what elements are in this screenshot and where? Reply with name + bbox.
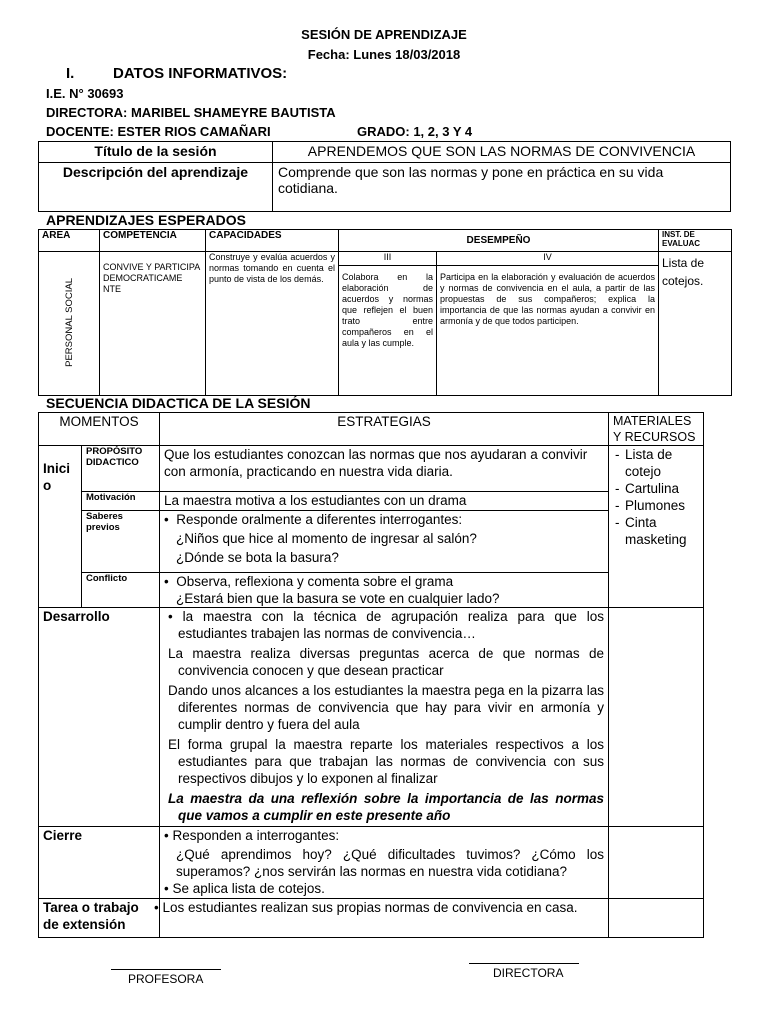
- secuencia-heading: SECUENCIA DIDACTICA DE LA SESIÓN: [46, 395, 311, 411]
- motivacion-label: Motivación: [82, 492, 160, 511]
- desarrollo-p4: El forma grupal la maestra reparte los materiales respectivos a los estudiantes para que trabajan las normas de convivencia con sus respectivos dibujos y lo exponen al finalizar: [168, 737, 605, 786]
- col-materiales: MATERIALES Y RECURSOS: [609, 413, 704, 446]
- conflicto-label: Conflicto: [82, 573, 160, 608]
- col-estrategias: ESTRATEGIAS: [160, 413, 609, 446]
- conflicto-bullet: • Observa, reflexiona y comenta sobre el grama: [164, 574, 454, 589]
- aprendizajes-heading: APRENDIZAJES ESPERADOS: [46, 212, 246, 228]
- proposito-label: PROPÓSITO DIDACTICO: [82, 446, 160, 492]
- proposito-text: Que los estudiantes conozcan las normas que nos ayudaran a convivir con armonía, practicando en nuestra vida diaria.: [160, 446, 609, 492]
- col-competencia: COMPETENCIA: [100, 230, 206, 252]
- directora-label: DIRECTORA: [493, 966, 564, 980]
- cierre-b2: • Se aplica lista de cotejos.: [164, 881, 325, 896]
- profesora-label: PROFESORA: [128, 972, 204, 986]
- area-text: PERSONAL SOCIAL: [63, 277, 75, 367]
- saberes-cell: [160, 511, 609, 573]
- directora-signature-line: [469, 963, 579, 964]
- tarea-materiales-empty: [609, 899, 704, 938]
- capacidades-cell: Construye y evalúa acuerdos y normas tomando en cuenta el punto de vista de los demás.: [206, 252, 339, 396]
- cierre-b1: • Responden a interrogantes:: [164, 828, 340, 843]
- docente-line: DOCENTE: ESTER RIOS CAMAÑARI: [46, 124, 271, 139]
- desarrollo-p3: Dando unos alcances a los estudiantes la maestra pega en la pizarra las diferentes normas de convivencia que hay para vivir en armonía y cumplir dentro y fuera del aula: [168, 683, 605, 732]
- saberes-bullet: • Responde oralmente a diferentes interrogantes:: [164, 512, 463, 527]
- materiales-cell: [609, 446, 704, 608]
- session-title-value: APRENDEMOS QUE SON LAS NORMAS DE CONVIVENCIA: [273, 142, 731, 163]
- desempeno-iii-cell: Colabora en la elaboración de acuerdos y normas que reflejen el buen trato entre compañeros en el aula y las cumple.: [339, 266, 437, 396]
- tarea-label: Tarea o trabajo de extensión: [39, 899, 160, 938]
- desempeno-iv-cell: Participa en la elaboración y evaluación de acuerdos y normas de convivencia en el aula, a partir de las propuestas de sus compañeros; explica la importancia de que las normas ayudan a convivir en armonía y de que todos participen.: [437, 266, 659, 396]
- desarrollo-materiales-empty: [609, 608, 704, 827]
- doc-date: Fecha: Lunes 18/03/2018: [307, 47, 461, 62]
- area-cell: [39, 252, 100, 396]
- materiales-list: [613, 446, 699, 548]
- col-desempeno: DESEMPEÑO: [339, 230, 659, 252]
- session-desc-label: Descripción del aprendizaje: [39, 163, 273, 212]
- section-title: DATOS INFORMATIVOS:: [113, 65, 288, 82]
- desarrollo-p2: La maestra realiza diversas preguntas acerca de que normas de convivencia conocen y que desean practicar: [168, 646, 605, 678]
- desarrollo-p5: La maestra da una reflexión sobre la importancia de las normas que vamos a cumplir en este presente año: [168, 791, 605, 823]
- ie-number: I.E. N° 30693: [46, 86, 124, 101]
- cierre-materiales-empty: [609, 827, 704, 899]
- grado-line: GRADO: 1, 2, 3 Y 4: [357, 124, 473, 139]
- cierre-cell: [160, 827, 609, 899]
- material-item: - Plumones: [625, 497, 699, 514]
- conflicto-cell: [160, 573, 609, 608]
- saberes-q2: ¿Dónde se bota la basura?: [176, 550, 339, 565]
- col-capacidades: CAPACIDADES: [206, 230, 339, 252]
- session-desc-value: Comprende que son las normas y pone en práctica en su vida cotidiana.: [273, 163, 731, 212]
- motivacion-text: La maestra motiva a los estudiantes con un drama: [160, 492, 609, 511]
- competencia-cell: CONVIVE Y PARTICIPA DEMOCRATICAME NTE: [100, 252, 206, 396]
- session-title-label: Título de la sesión: [39, 142, 273, 163]
- aprendizajes-table: [38, 229, 732, 396]
- material-item: - Cartulina: [625, 480, 699, 497]
- col-area: AREA: [39, 230, 100, 252]
- material-item: - Cinta masketing: [625, 514, 699, 548]
- secuencia-table: [38, 412, 704, 938]
- profesora-signature-line: [111, 969, 221, 970]
- inst-cell: Lista de cotejos.: [659, 252, 732, 396]
- saberes-label: Saberes previos: [82, 511, 160, 573]
- doc-title: SESIÓN DE APRENDIZAJE: [301, 27, 467, 42]
- desarrollo-cell: [160, 608, 609, 827]
- tarea-text: • Los estudiantes realizan sus propias normas de convivencia en casa.: [160, 899, 609, 938]
- desarrollo-p1: • la maestra con la técnica de agrupación realiza para que los estudiantes trabajen las normas de convivencia…: [168, 609, 605, 641]
- cierre-q: ¿Qué aprendimos hoy? ¿Qué dificultades tuvimos? ¿Cómo los superamos? ¿nos servirán las normas en nuestra vida cotidiana?: [176, 847, 605, 879]
- cierre-label: Cierre: [39, 827, 160, 899]
- desempeno-sub-iii: III: [339, 252, 437, 266]
- desempeno-sub-iv: IV: [437, 252, 659, 266]
- col-inst: INST. DE EVALUAC: [659, 230, 732, 252]
- conflicto-q: ¿Estará bien que la basura se vote en cualquier lado?: [176, 591, 500, 606]
- directora-line: DIRECTORA: MARIBEL SHAMEYRE BAUTISTA: [46, 105, 336, 120]
- saberes-q1: ¿Niños que hice al momento de ingresar al salón?: [176, 531, 477, 546]
- desarrollo-label: Desarrollo: [39, 608, 160, 827]
- material-item: - Lista de cotejo: [625, 446, 699, 480]
- col-momentos: MOMENTOS: [39, 413, 160, 446]
- section-number: I.: [66, 65, 75, 82]
- session-info-table: [38, 141, 731, 212]
- inicio-label: Inicio: [39, 446, 82, 608]
